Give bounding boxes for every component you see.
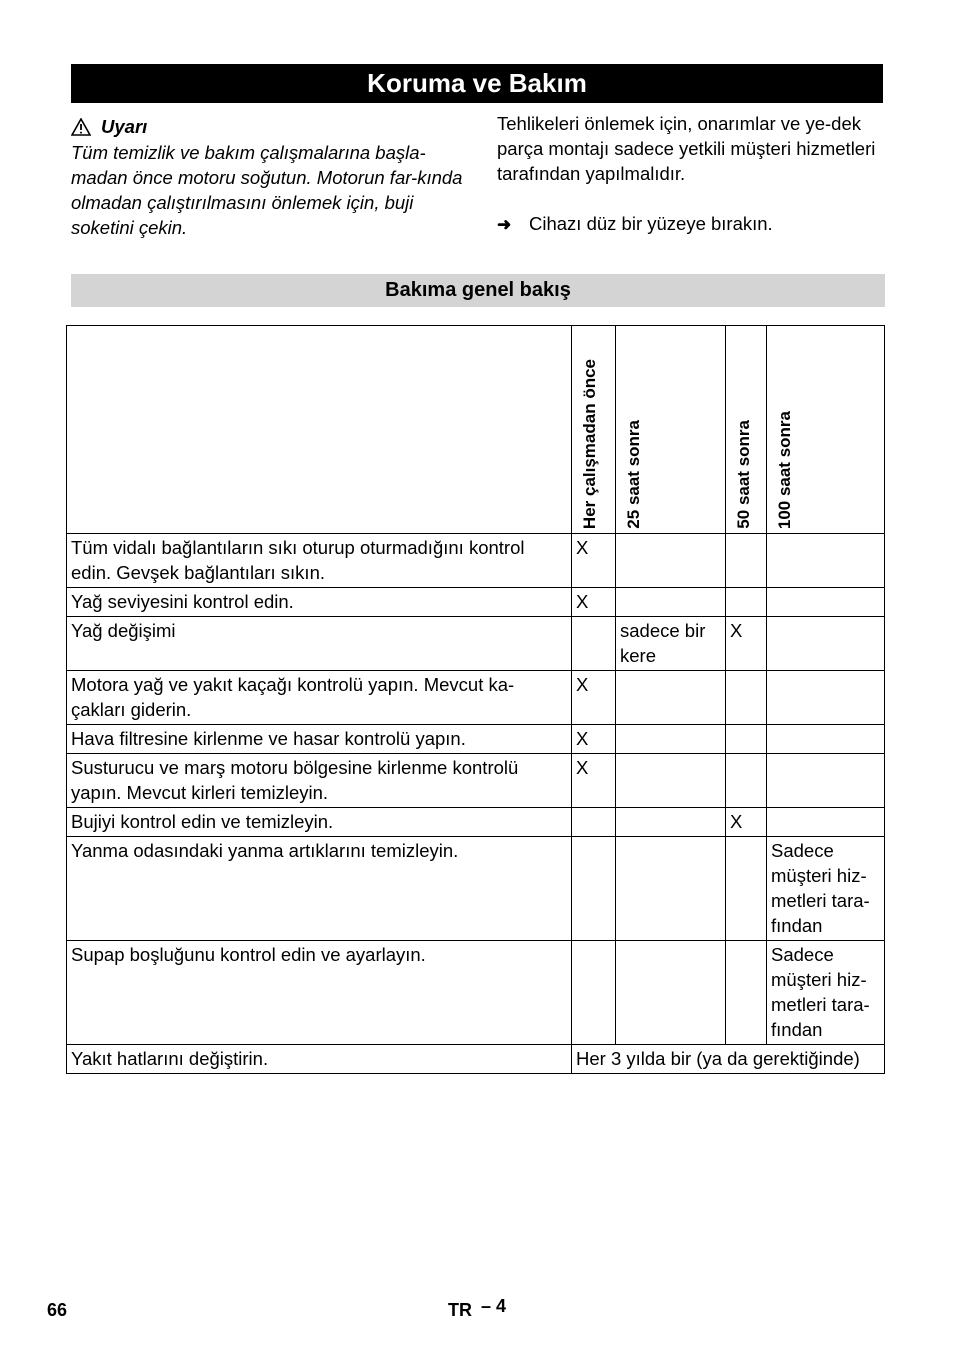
- interval-cell: [726, 534, 767, 588]
- interval-cell: X: [572, 671, 616, 725]
- task-cell: Motora yağ ve yakıt kaçağı kontrolü yapın. Mevcut ka-çakları giderin.: [67, 671, 572, 725]
- task-cell: Yanma odasındaki yanma artıklarını temizleyin.: [67, 837, 572, 941]
- interval-cell: [767, 725, 885, 754]
- column-header-each-operation: Her çalışmadan önce: [572, 326, 616, 534]
- interval-cell: X: [572, 725, 616, 754]
- interval-cell: [767, 754, 885, 808]
- task-cell: Bujiyi kontrol edin ve temizleyin.: [67, 808, 572, 837]
- column-header-100-hours: 100 saat sonra: [767, 326, 885, 534]
- interval-cell: [616, 941, 726, 1045]
- interval-cell: [767, 534, 885, 588]
- table-row: [67, 941, 885, 1045]
- interval-cell: [616, 671, 726, 725]
- table-row: [67, 617, 885, 671]
- table-row: [67, 754, 885, 808]
- column-header-25-hours: 25 saat sonra: [616, 326, 726, 534]
- task-cell: Tüm vidalı bağlantıların sıkı oturup oturmadığını kontrol edin. Gevşek bağlantıları sıkın.: [67, 534, 572, 588]
- page-title: Koruma ve Bakım: [71, 64, 883, 103]
- warning-triangle-icon: [71, 118, 91, 136]
- maintenance-table: [66, 325, 885, 1074]
- task-cell: Susturucu ve marş motoru bölgesine kirlenme kontrolü yapın. Mevcut kirleri temizleyin.: [67, 754, 572, 808]
- interval-cell: [616, 534, 726, 588]
- interval-cell: [616, 588, 726, 617]
- table-row: [67, 1045, 885, 1074]
- task-cell: Hava filtresine kirlenme ve hasar kontrolü yapın.: [67, 725, 572, 754]
- instruction-step: [497, 211, 882, 237]
- interval-cell: X: [726, 808, 767, 837]
- task-cell: Supap boşluğunu kontrol edin ve ayarlayın.: [67, 941, 572, 1045]
- column-header-50-hours: 50 saat sonra: [726, 326, 767, 534]
- interval-cell: [572, 837, 616, 941]
- interval-cell: [572, 617, 616, 671]
- interval-cell: [767, 808, 885, 837]
- warning-block: [71, 114, 466, 240]
- header-empty-cell: [67, 326, 572, 534]
- warning-text: Tüm temizlik ve bakım çalışmalarına başla-madan önce motoru soğutun. Motorun far-kında olmadan çalıştırılmasını önlemek için, buji soketini çekin.: [71, 142, 463, 238]
- table-row: [67, 837, 885, 941]
- table-row: [67, 725, 885, 754]
- instruction-text: Cihazı düz bir yüzeye bırakın.: [529, 213, 773, 234]
- task-cell: Yakıt hatlarını değiştirin.: [67, 1045, 572, 1074]
- interval-cell: sadece bir kere: [616, 617, 726, 671]
- interval-cell: [726, 754, 767, 808]
- table-row: [67, 534, 885, 588]
- table-header-row: [67, 326, 885, 534]
- interval-cell: [616, 754, 726, 808]
- interval-cell: [726, 837, 767, 941]
- interval-span-cell: Her 3 yılda bir (ya da gerektiğinde): [572, 1045, 885, 1074]
- interval-cell: [767, 671, 885, 725]
- info-block: [497, 111, 882, 237]
- interval-cell: X: [572, 588, 616, 617]
- info-text: Tehlikeleri önlemek için, onarımlar ve ye-dek parça montajı sadece yetkili müşteri hizmetleri tarafından yapılmalıdır.: [497, 113, 876, 184]
- interval-cell: X: [572, 534, 616, 588]
- section-page-number: – 4: [481, 1296, 507, 1316]
- interval-cell: X: [726, 617, 767, 671]
- interval-cell: [616, 837, 726, 941]
- table-row: [67, 671, 885, 725]
- interval-cell: [726, 941, 767, 1045]
- task-cell: Yağ değişimi: [67, 617, 572, 671]
- interval-cell: [572, 808, 616, 837]
- interval-cell: [616, 725, 726, 754]
- interval-cell: X: [572, 754, 616, 808]
- interval-cell: [726, 588, 767, 617]
- interval-cell: [767, 617, 885, 671]
- interval-cell: [572, 941, 616, 1045]
- section-title: Bakıma genel bakış: [71, 274, 885, 307]
- language-code: TR: [448, 1300, 472, 1320]
- table-row: [67, 808, 885, 837]
- interval-cell: [767, 588, 885, 617]
- interval-cell: Sadece müşteri hiz-metleri tara-fından: [767, 837, 885, 941]
- arrow-right-icon: ➜: [497, 215, 512, 234]
- page-number: 66: [47, 1300, 68, 1320]
- warning-heading: [71, 114, 466, 139]
- interval-cell: [726, 671, 767, 725]
- task-cell: Yağ seviyesini kontrol edin.: [67, 588, 572, 617]
- interval-cell: [726, 725, 767, 754]
- table-row: [67, 588, 885, 617]
- interval-cell: [616, 808, 726, 837]
- interval-cell: Sadece müşteri hiz-metleri tara-fından: [767, 941, 885, 1045]
- warning-label: Uyarı: [101, 116, 148, 137]
